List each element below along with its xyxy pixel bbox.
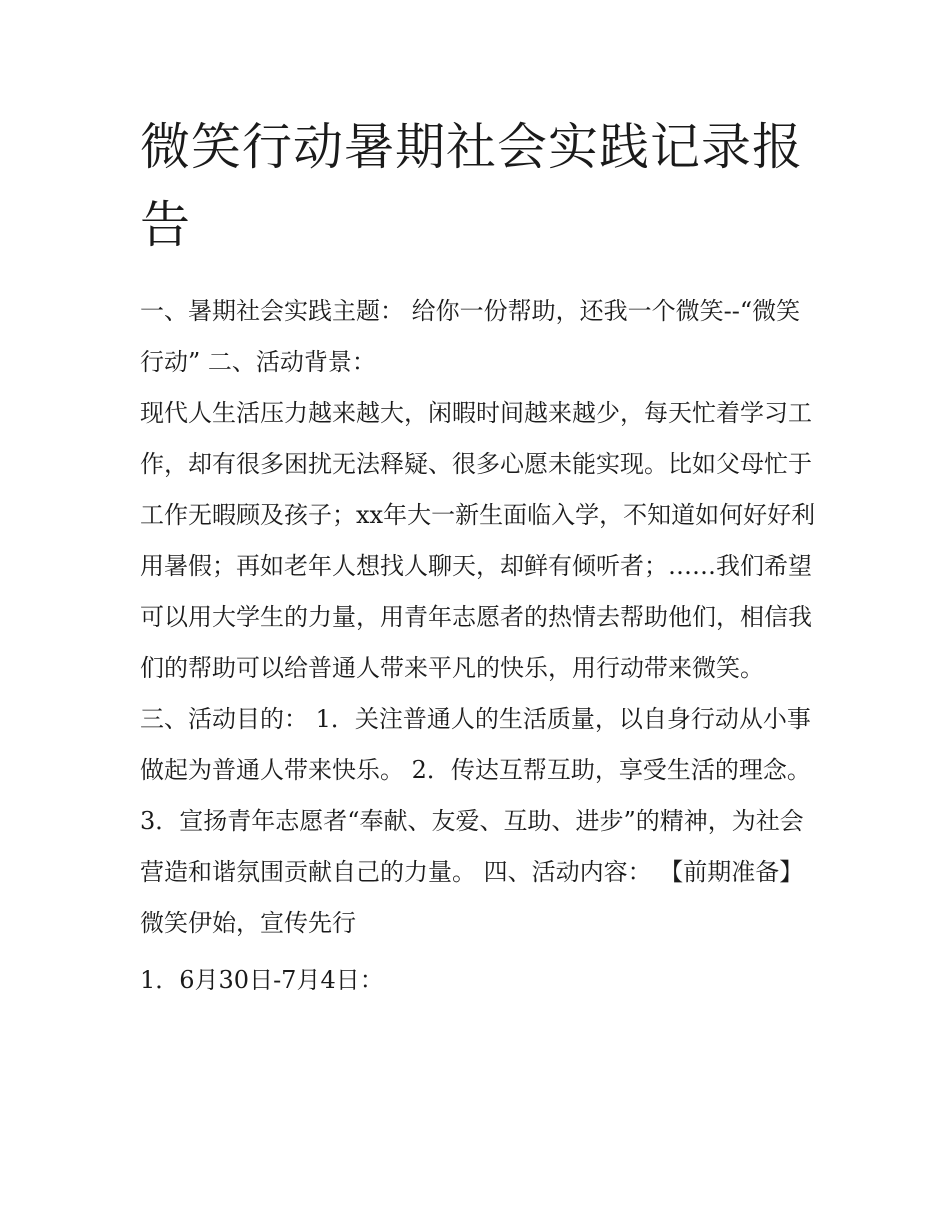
document-body bbox=[140, 108, 820, 1006]
paragraph-theme-background: 一、暑期社会实践主题： 给你一份帮助，还我一个微笑--“微笑行动” 二、活动背景： bbox=[140, 297, 801, 376]
paragraph-background-text: 现代人生活压力越来越大，闲暇时间越来越少，每天忙着学习工作，却有很多困扰无法释疑、很多心愿未能实现。比如父母忙于工作无暇顾及孩子；xx年大一新生面临入学，不知道如何好好利用暑假；再如老年人想找人聊天，却鲜有倾听者；……我们希望可以用大学生的力量，用青年志愿者的热情去帮助他们，相信我们的帮助可以给普通人带来平凡的快乐，用行动带来微笑。 bbox=[140, 399, 816, 682]
paragraph-activity-goals: 三、活动目的： 1．关注普通人的生活质量，以自身行动从小事做起为普通人带来快乐。 2．传达互帮互助，享受生活的理念。 bbox=[140, 705, 811, 784]
document-title: 微笑行动暑期社会实践记录报告 bbox=[140, 118, 803, 254]
paragraph-goal-3-content: 3．宣扬青年志愿者“奉献、友爱、互助、进步”的精神，为社会营造和谐氛围贡献自己的力量。 四、活动内容： 【前期准备】 微笑伊始，宣传先行 bbox=[140, 807, 804, 937]
paragraph-schedule-item: 1．6月30日-7月4日： bbox=[140, 966, 384, 994]
